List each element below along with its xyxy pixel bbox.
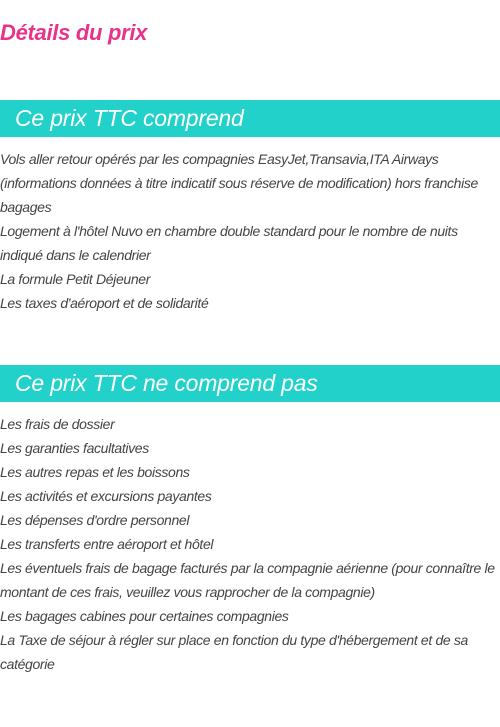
excludes-header <box>0 365 500 402</box>
includes-heading: Ce prix TTC comprend <box>15 105 244 131</box>
excludes-item: Les bagages cabines pour certaines compagnies <box>0 608 289 624</box>
page-title: Détails du prix <box>0 20 148 45</box>
includes-item: Vols aller retour opérés par les compagnies EasyJet,Transavia,ITA Airways (informations données à titre indicatif sous réserve de modification) hors franchise bagages <box>0 151 478 215</box>
includes-item: Logement à l'hôtel Nuvo en chambre double standard pour le nombre de nuits indiqué dans le calendrier <box>0 223 458 263</box>
excludes-item: La Taxe de séjour à régler sur place en fonction du type d'hébergement et de sa catégorie <box>0 632 468 672</box>
excludes-item: Les dépenses d'ordre personnel <box>0 512 190 528</box>
excludes-heading: Ce prix TTC ne comprend pas <box>15 370 318 396</box>
excludes-item: Les autres repas et les boissons <box>0 464 190 480</box>
excludes-item: Les garanties facultatives <box>0 440 149 456</box>
excludes-item: Les activités et excursions payantes <box>0 488 212 504</box>
includes-header <box>0 100 500 137</box>
includes-item: Les taxes d'aéroport et de solidarité <box>0 295 209 311</box>
excludes-item: Les transferts entre aéroport et hôtel <box>0 536 214 552</box>
excludes-item: Les éventuels frais de bagage facturés par la compagnie aérienne (pour connaître le montant de ces frais, veuillez vous rapprocher de la compagnie) <box>0 560 495 600</box>
excludes-item: Les frais de dossier <box>0 416 115 432</box>
excludes-list <box>0 412 500 676</box>
includes-item: La formule Petit Déjeuner <box>0 271 151 287</box>
includes-list <box>0 147 500 315</box>
